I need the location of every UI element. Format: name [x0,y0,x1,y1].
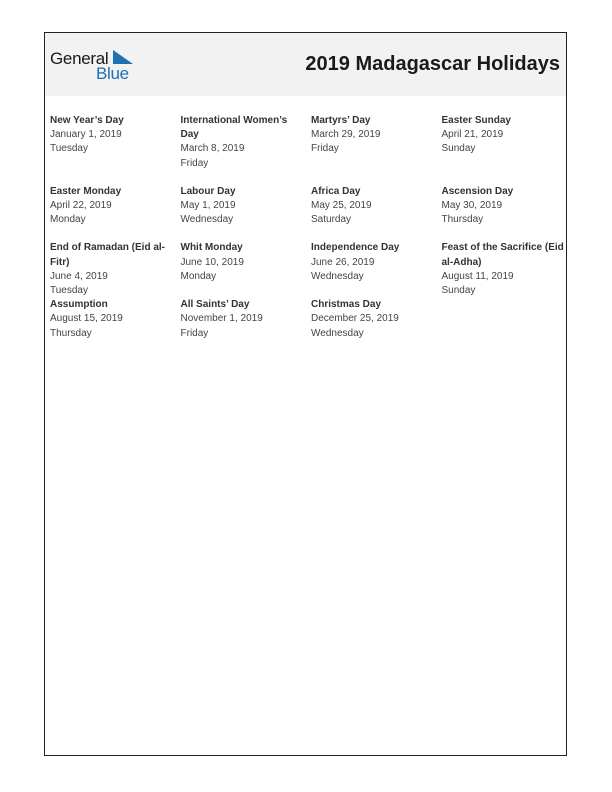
holiday-item [50,114,181,171]
holiday-item [181,185,312,228]
holiday-date: April 22, 2019 [50,200,112,212]
holiday-name: Easter Sunday [441,115,511,126]
holiday-date: March 29, 2019 [311,129,381,141]
generalblue-logo[interactable] [50,49,140,85]
page-title: 2019 Madagascar Holidays [305,53,560,75]
holiday-weekday: Wednesday [311,327,364,339]
holiday-weekday: Thursday [441,214,484,226]
holiday-item [181,298,312,341]
holiday-weekday: Monday [50,214,86,226]
row-spacer [50,171,181,185]
holiday-date: May 25, 2019 [311,200,372,212]
row-spacer [181,171,312,185]
row-spacer [181,227,312,241]
holiday-item [442,241,573,298]
holiday-item [50,298,181,341]
logo-text-general: General [50,49,109,68]
holiday-item [311,298,442,341]
holiday-weekday: Tuesday [50,143,88,155]
holiday-date: March 8, 2019 [180,143,245,155]
holiday-name: Martyrs’ Day [311,115,371,126]
holiday-item [442,185,573,228]
holiday-date: May 30, 2019 [441,200,503,212]
holiday-weekday: Saturday [311,214,352,226]
holiday-date: December 25, 2019 [311,313,399,325]
holiday-name: Labour Day [180,185,236,197]
holiday-grid [50,114,570,341]
holiday-date: January 1, 2019 [50,129,122,141]
logo-text-blue: Blue [96,64,129,83]
holiday-name: Independence Day [311,242,400,254]
holiday-item [442,114,573,171]
holiday-item [50,241,181,298]
holiday-item [311,185,442,228]
holiday-name: Easter Monday [50,185,122,197]
row-spacer [311,171,442,185]
holiday-weekday: Monday [180,270,217,282]
holiday-item [311,114,442,171]
holiday-name: New Year’s Day [50,115,124,126]
holiday-weekday: Sunday [441,143,476,155]
holiday-name: Assumption [50,299,108,311]
holiday-date: May 1, 2019 [180,200,236,212]
holiday-name: International Women’s Day [180,115,288,141]
row-spacer [442,171,573,185]
holiday-weekday: Wednesday [180,214,234,226]
row-spacer [50,227,181,241]
holiday-date: June 4, 2019 [50,270,108,282]
holiday-weekday: Friday [311,143,339,155]
holiday-weekday: Thursday [50,327,92,339]
holiday-date: August 15, 2019 [50,313,123,325]
holiday-item [50,185,181,228]
row-spacer [311,227,442,241]
holiday-date: April 21, 2019 [441,129,504,141]
holiday-name: Christmas Day [311,299,382,311]
holiday-date: August 11, 2019 [441,270,514,282]
row-spacer [442,227,573,241]
holiday-weekday: Friday [180,327,209,339]
holiday-date: November 1, 2019 [180,313,263,325]
holiday-name: Whit Monday [180,242,243,254]
holiday-item [311,241,442,298]
holiday-weekday: Sunday [441,285,476,297]
holiday-name: All Saints’ Day [180,299,250,311]
holiday-weekday: Wednesday [311,270,364,282]
page-header [45,33,566,96]
holiday-weekday: Friday [180,157,209,169]
holiday-date: June 10, 2019 [180,256,244,268]
holiday-name: Ascension Day [441,185,514,197]
holiday-name: End of Ramadan (Eid al-Fitr) [50,242,166,268]
holiday-weekday: Tuesday [50,285,88,297]
page-frame [44,32,567,756]
holiday-name: Africa Day [311,185,361,197]
holiday-name: Feast of the Sacrifice (Eid al-Adha) [441,242,564,268]
holiday-item [181,241,312,298]
holiday-item [181,114,312,171]
holiday-date: June 26, 2019 [311,256,375,268]
